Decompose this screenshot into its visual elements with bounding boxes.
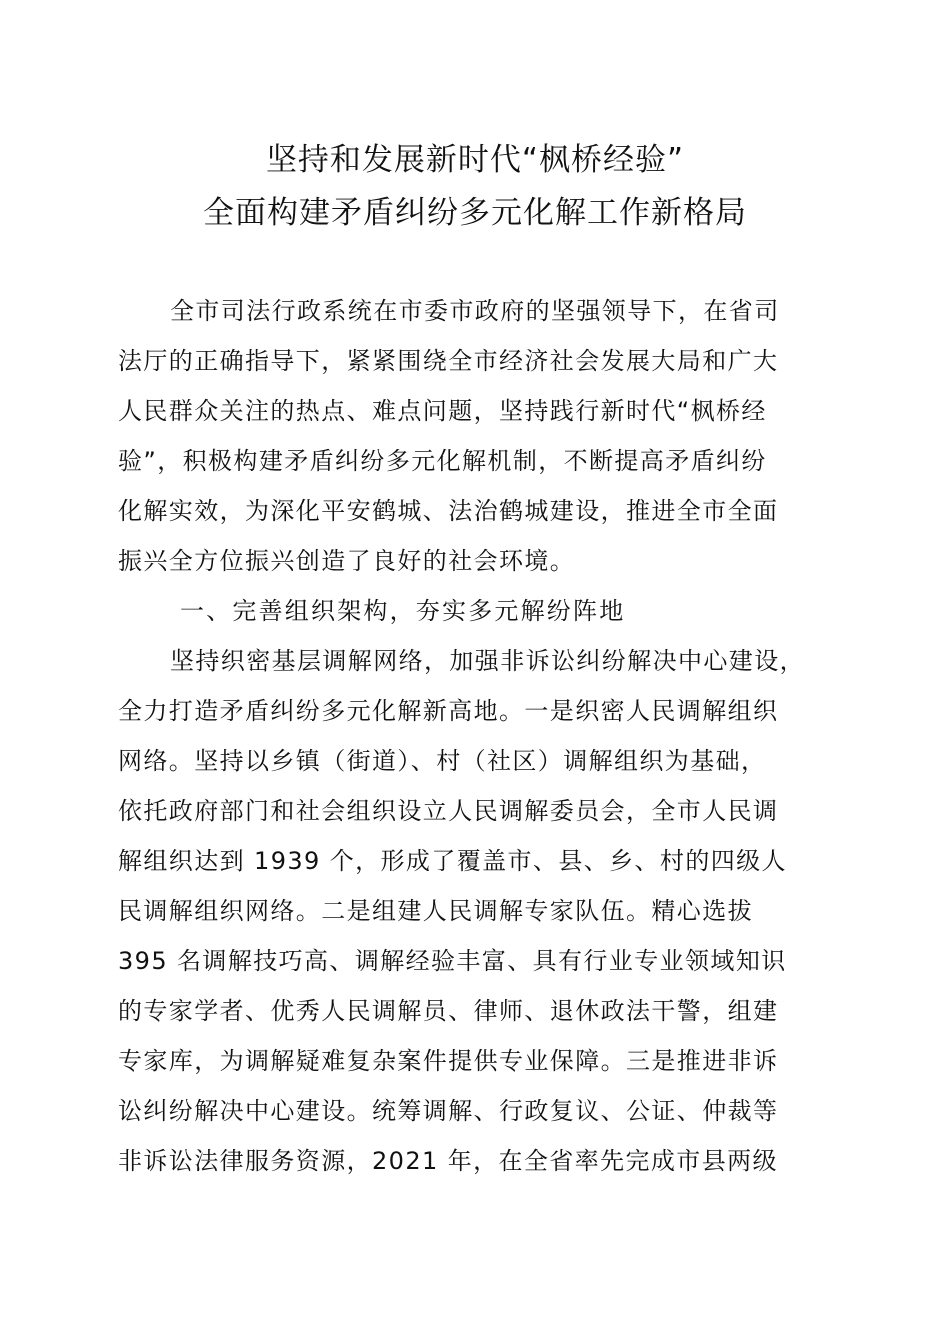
paragraph-line: 民调解组织网络。二是组建人民调解专家队伍。精心选拔	[118, 897, 753, 925]
paragraph-line: 全力打造矛盾纠纷多元化解新高地。一是织密人民调解组织	[118, 697, 779, 725]
paragraph-line: 验”，积极构建矛盾纠纷多元化解机制，不断提高矛盾纠纷	[118, 447, 767, 475]
paragraph-line: 全市司法行政系统在市委市政府的坚强领导下，在省司	[170, 297, 780, 325]
paragraph-line: 坚持织密基层调解网络，加强非诉讼纠纷解决中心建设，	[170, 647, 805, 675]
paragraph-line: 讼纠纷解决中心建设。统筹调解、行政复议、公证、仲裁等	[118, 1097, 779, 1125]
paragraph-line: 化解实效，为深化平安鹤城、法治鹤城建设，推进全市全面	[118, 497, 779, 525]
paragraph-line: 非诉讼法律服务资源，2021 年，在全省率先完成市县两级	[118, 1147, 778, 1175]
paragraph-line: 法厅的正确指导下，紧紧围绕全市经济社会发展大局和广大	[118, 347, 779, 375]
paragraph-line: 395 名调解技巧高、调解经验丰富、具有行业专业领域知识	[118, 947, 787, 975]
paragraph-line: 振兴全方位振兴创造了良好的社会环境。	[118, 547, 576, 575]
paragraph-line: 专家库，为调解疑难复杂案件提供专业保障。三是推进非诉	[118, 1047, 779, 1075]
paragraph-line: 解组织达到 1939 个，形成了覆盖市、县、乡、村的四级人	[118, 847, 787, 875]
section-heading: 一、完善组织架构，夯实多元解纷阵地	[180, 597, 626, 625]
paragraph-line: 网络。坚持以乡镇（街道）、村（社区）调解组织为基础，	[118, 747, 767, 775]
paragraph-line: 人民群众关注的热点、难点问题，坚持践行新时代“枫桥经	[118, 397, 767, 425]
paragraph-line: 的专家学者、优秀人民调解员、律师、退休政法干警，组建	[118, 997, 779, 1025]
document-title-line-1: 坚持和发展新时代“枫桥经验”	[265, 142, 685, 178]
paragraph-line: 依托政府部门和社会组织设立人民调解委员会，全市人民调	[118, 797, 779, 825]
document-title-line-2: 全面构建矛盾纠纷多元化解工作新格局	[203, 195, 747, 231]
